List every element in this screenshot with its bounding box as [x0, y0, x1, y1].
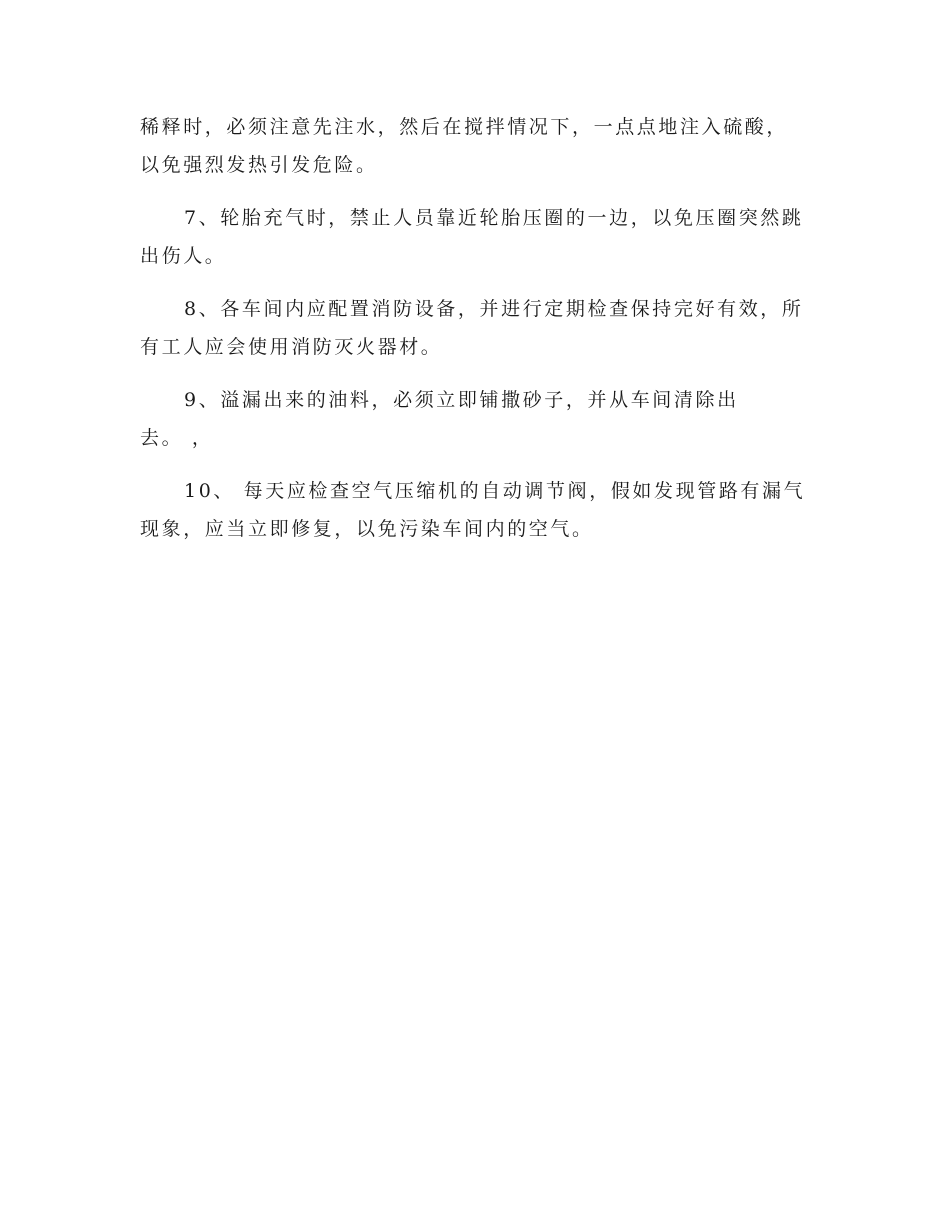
paragraph-continuation — [140, 108, 810, 184]
text-line: 7、轮胎充气时，禁止人员靠近轮胎压圈的一边，以免压圈突然跳 — [184, 207, 804, 229]
text-line: 出伤人。 — [140, 245, 227, 267]
text-line: 以免强烈发热引发危险。 — [140, 154, 378, 176]
text-line: 10、 每天应检查空气压缩机的自动调节阀，假如发现管路有漏气 — [184, 480, 806, 502]
text-line: 9、溢漏出来的油料，必须立即铺撒砂子，并从车间清除出 — [184, 389, 739, 411]
text-line: 去。 ， — [140, 427, 214, 449]
paragraph-item-9 — [140, 381, 810, 457]
paragraph-item-7 — [140, 199, 810, 275]
text-line: 稀释时，必须注意先注水，然后在搅拌情况下，一点点地注入硫酸， — [140, 116, 789, 138]
text-line: 有工人应会使用消防灭火器材。 — [140, 336, 443, 358]
text-line: 现象，应当立即修复，以免污染车间内的空气。 — [140, 518, 594, 540]
paragraph-item-8 — [140, 290, 810, 366]
text-line: 8、各车间内应配置消防设备，并进行定期检查保持完好有效，所 — [184, 298, 804, 320]
document-body — [140, 108, 810, 563]
paragraph-item-10 — [140, 472, 810, 548]
